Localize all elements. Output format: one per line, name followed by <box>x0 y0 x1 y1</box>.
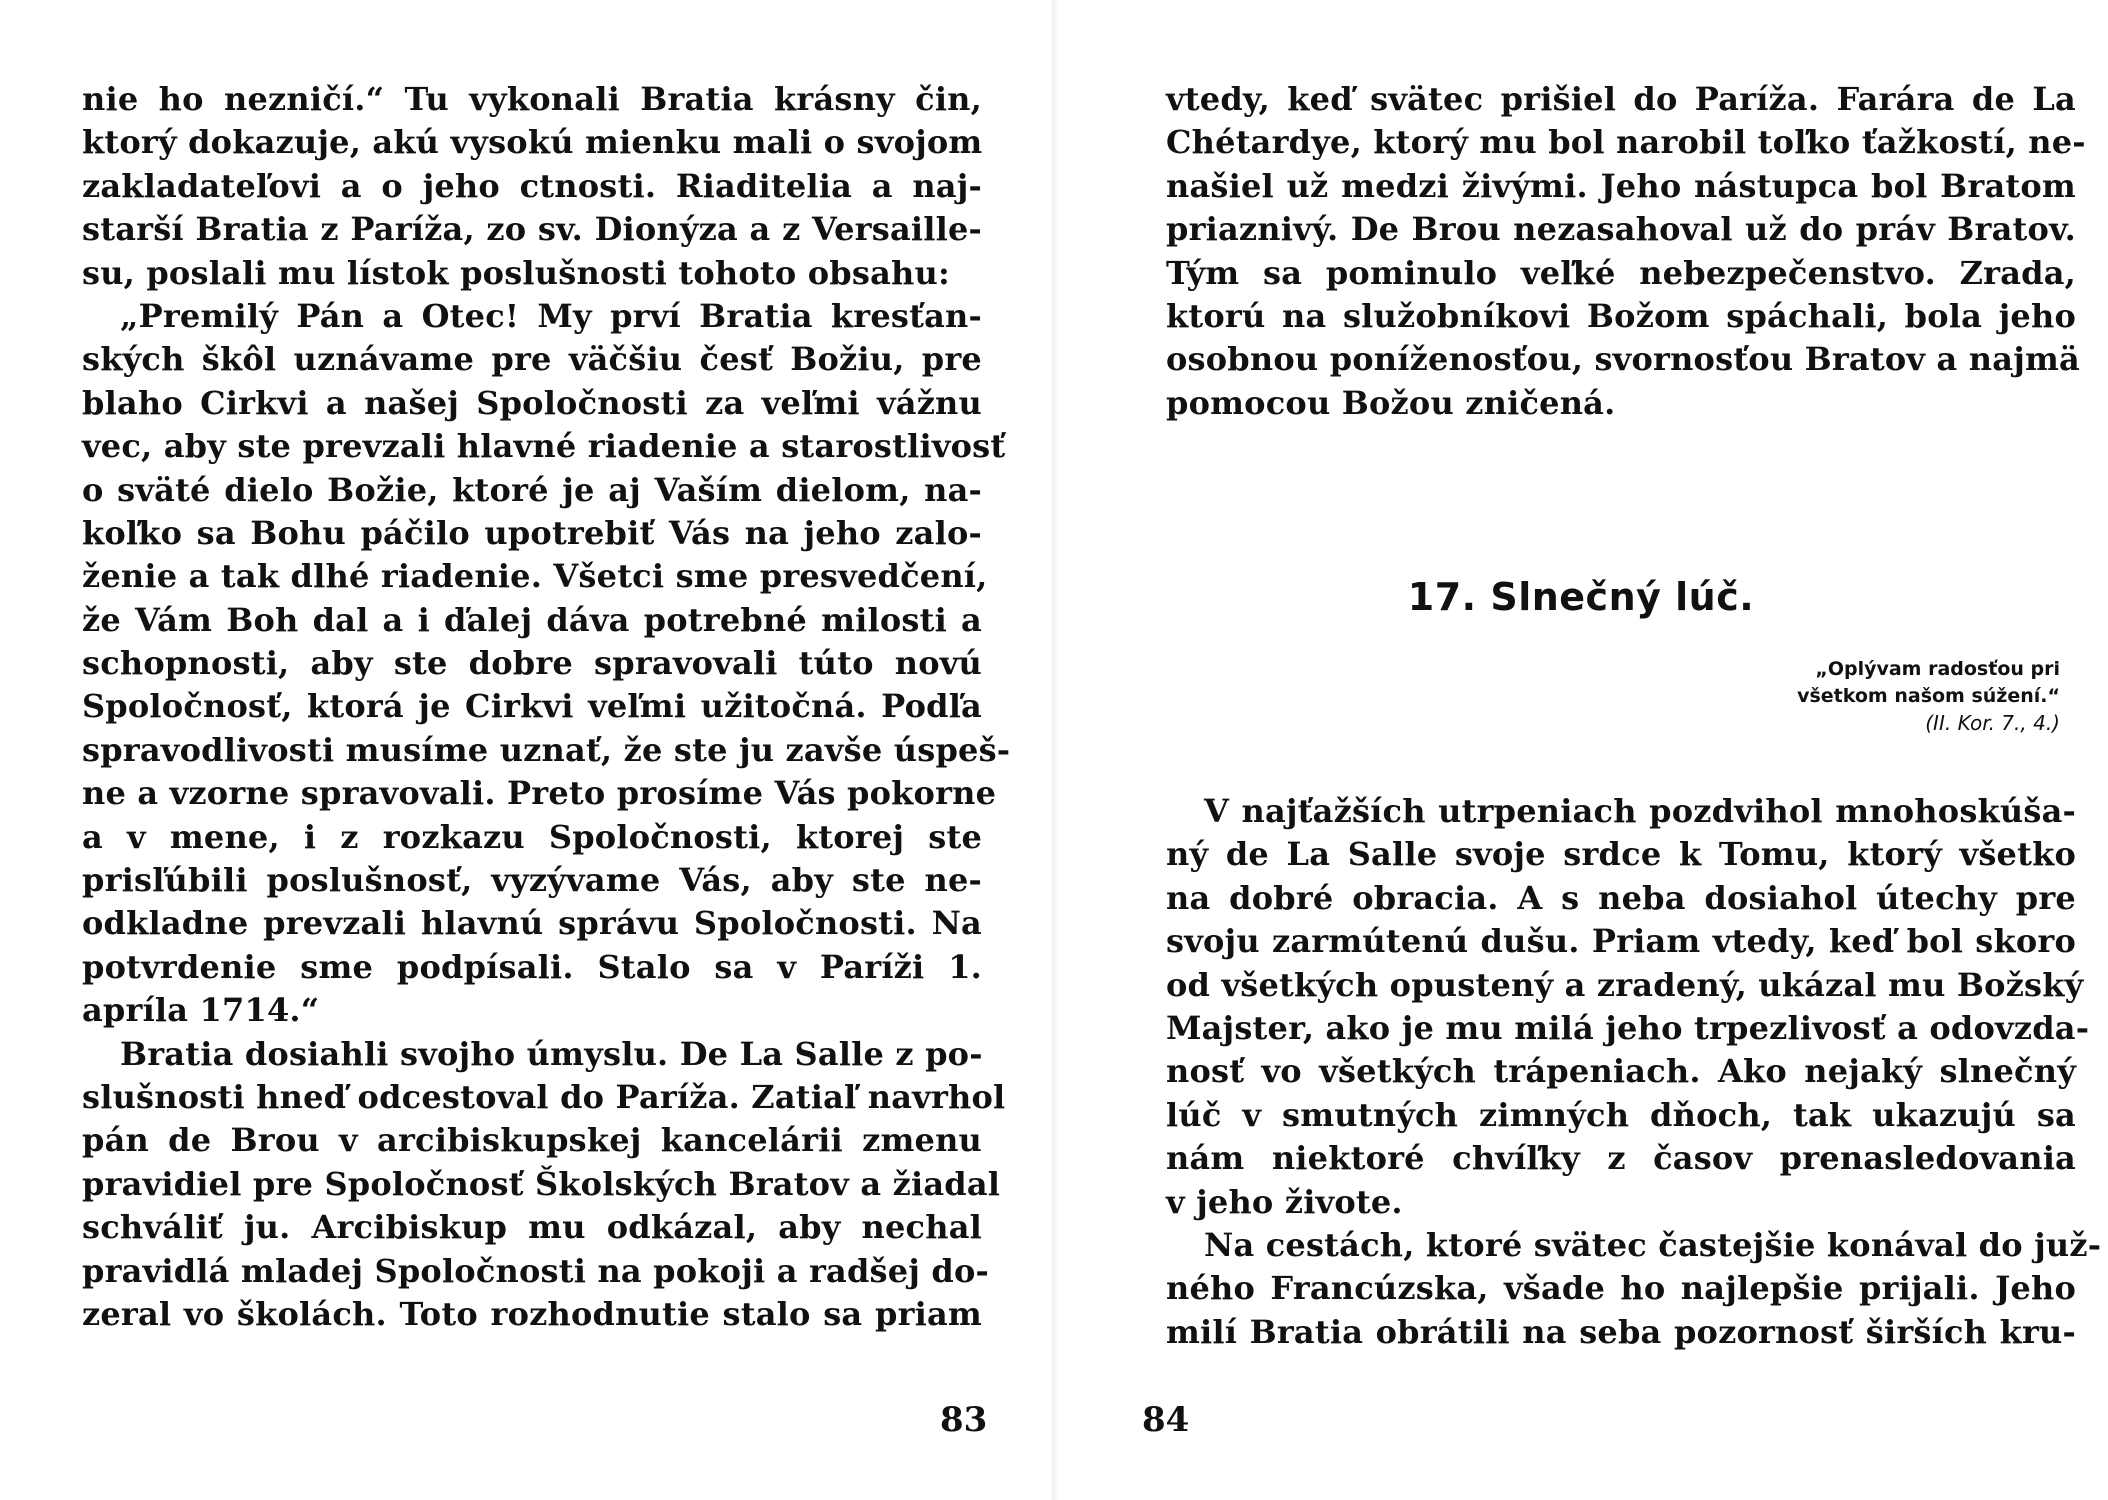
text-line: prisľúbili poslušnosť, vyzývame Vás, aby ste ne- <box>82 861 982 900</box>
text-line: svoju zarmútenú dušu. Priam vtedy, keď bol skoro <box>1166 922 2076 961</box>
text-line: nám niektoré chvíľky z časov prenasledovania <box>1166 1139 2076 1178</box>
text-line: ženie a tak dlhé riadenie. Všetci sme presvedčení, <box>82 557 988 596</box>
text-line: slušnosti hneď odcestoval do Paríža. Zatiaľ navrhol <box>82 1077 1006 1116</box>
text-line: osobnou poníženosťou, svornosťou Bratov a najmä <box>1166 340 2080 379</box>
text-line: zeral vo školách. Toto rozhodnutie stalo sa priam <box>82 1294 982 1333</box>
text-line: ktorý dokazuje, akú vysokú mienku mali o svojom <box>82 123 983 162</box>
text-line: o sväté dielo Božie, ktoré je aj Vaším dielom, na- <box>82 470 982 509</box>
motto-line: „Oplývam radosťou pri <box>1815 658 2060 680</box>
text-line: pán de Brou v arcibiskupskej kancelárii zmenu <box>82 1121 982 1160</box>
text-line: blaho Cirkvi a našej Spoločnosti za veľmi vážnu <box>82 383 982 422</box>
text-line: ného Francúzska, všade ho najlepšie prijali. Jeho <box>1166 1269 2076 1308</box>
text-line: pomocou Božou zničená. <box>1166 383 1616 422</box>
page-number-left: 83 <box>940 1400 988 1440</box>
text-line: Spoločnosť, ktorá je Cirkvi veľmi užitočná. Podľa <box>82 687 982 726</box>
text-line: milí Bratia obrátili na seba pozornosť širších kru- <box>1166 1312 2076 1351</box>
text-line: našiel už medzi živými. Jeho nástupca bol Bratom <box>1166 166 2076 205</box>
text-line: odkladne prevzali hlavnú správu Spoločnosti. Na <box>82 904 982 943</box>
text-line: vtedy, keď svätec prišiel do Paríža. Farára de La <box>1166 80 2076 118</box>
text-line: ských škôl uznávame pre väčšiu česť Božiu, pre <box>82 340 982 379</box>
text-line: Majster, ako je mu milá jeho trpezlivosť a odovzda- <box>1166 1008 2090 1047</box>
text-line: nosť vo všetkých trápeniach. Ako nejaký slnečný <box>1166 1052 2076 1091</box>
right-page-body-text <box>1166 790 2102 1354</box>
text-line: lúč v smutných zimných dňoch, tak ukazujú sa <box>1166 1095 2076 1134</box>
text-line: Chétardye, ktorý mu bol narobil toľko ťažkostí, ne- <box>1166 123 2086 162</box>
text-line: pravidlá mladej Spoločnosti na pokoji a radšej do- <box>82 1251 990 1290</box>
text-line: potvrdenie sme podpísali. Stalo sa v Paríži 1. <box>82 947 982 986</box>
text-line: od všetkých opustený a zradený, ukázal mu Božský <box>1166 965 2084 1004</box>
text-line: Tým sa pominulo veľké nebezpečenstvo. Zrada, <box>1166 253 2076 292</box>
text-line: a v mene, i z rozkazu Spoločnosti, ktorej ste <box>82 817 982 856</box>
text-line: ktorú na služobníkovi Božom spáchali, bola jeho <box>1166 296 2076 335</box>
text-line: schváliť ju. Arcibiskup mu odkázal, aby nechal <box>82 1208 982 1247</box>
text-line: schopnosti, aby ste dobre spravovali túto novú <box>82 644 982 683</box>
text-line: Bratia dosiahli svojho úmyslu. De La Salle z po- <box>120 1034 983 1073</box>
right-page <box>1054 0 2108 1500</box>
motto-line: všetkom našom súžení.“ <box>1797 685 2060 707</box>
right-page-top-text <box>1166 78 2086 425</box>
text-line: priaznivý. De Brou nezasahoval už do práv Bratov. <box>1166 210 2076 249</box>
text-line: apríla 1714.“ <box>82 991 320 1030</box>
text-line: spravodlivosti musíme uznať, že ste ju zavše úspeš- <box>82 730 1011 769</box>
text-line: Na cestách, ktoré svätec častejšie konával do juž- <box>1204 1225 2102 1264</box>
text-line: na dobré obracia. A s neba dosiahol útechy pre <box>1166 878 2076 917</box>
chapter-motto <box>1797 656 2060 737</box>
text-line: v jeho živote. <box>1166 1182 1403 1221</box>
text-line: že Vám Boh dal a i ďalej dáva potrebné milosti a <box>82 600 982 639</box>
text-line: starší Bratia z Paríža, zo sv. Dionýza a z Versaille- <box>82 210 982 249</box>
text-line: nie ho nezničí.“ Tu vykonali Bratia krásny čin, <box>82 80 982 118</box>
text-line: zakladateľovi a o jeho ctnosti. Riaditelia a naj- <box>82 166 982 205</box>
text-line: pravidiel pre Spoločnosť Školských Bratov a žiadal <box>82 1164 1001 1203</box>
text-line: vec, aby ste prevzali hlavné riadenie a starostlivosť <box>82 427 1006 466</box>
page-number-right: 84 <box>1142 1400 1190 1440</box>
text-line: ne a vzorne spravovali. Preto prosíme Vás pokorne <box>82 774 997 813</box>
text-line: su, poslali mu lístok poslušnosti tohoto obsahu: <box>82 253 950 292</box>
chapter-heading: 17. Slnečný lúč. <box>1407 575 1755 619</box>
text-line: V najťažších utrpeniach pozdvihol mnohoskúša- <box>1204 792 2076 830</box>
text-line: ný de La Salle svoje srdce k Tomu, ktorý všetko <box>1166 835 2076 874</box>
motto-reference: (II. Kor. 7., 4.) <box>1925 711 2060 735</box>
left-page-text <box>82 78 1011 1336</box>
text-line: „Premilý Pán a Otec! My prví Bratia kresťan- <box>120 296 982 335</box>
text-line: koľko sa Bohu páčilo upotrebiť Vás na jeho zalo- <box>82 513 982 552</box>
